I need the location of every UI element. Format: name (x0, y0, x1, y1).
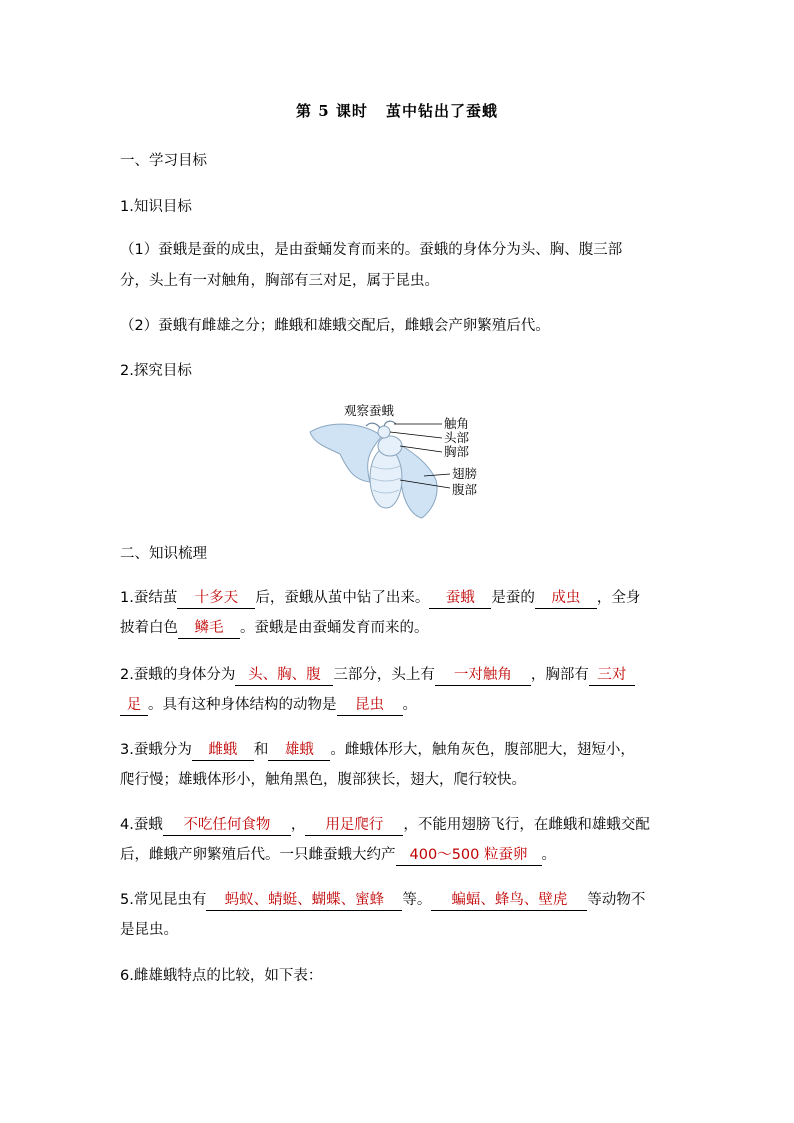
section-heading-review: 二、知识梳理 (120, 546, 207, 562)
label-antenna: 触角 (444, 416, 470, 431)
label-abdomen: 腹部 (452, 482, 478, 497)
answer-blank: 足 (120, 695, 148, 716)
page-title (0, 100, 794, 121)
review-item-3: 3.蚕蛾分为 雌蛾 和 雄蛾 。雌蛾体形大，触角灰色，腹部肥大，翅短小， 爬行慢；雄蛾体形小，触角黑色，腹部狭长，翅大，爬行较快。 (120, 742, 635, 788)
answer-blank: 蚕蛾 (429, 588, 491, 609)
answer-blank: 鳞毛 (178, 618, 240, 639)
answer-blank: 昆虫 (337, 695, 403, 716)
answer-blank: 一对触角 (435, 665, 531, 686)
answer-blank: 头、胸、腹 (235, 665, 333, 686)
answer-blank: 雄蛾 (268, 740, 330, 761)
figure-caption: 观察蚕蛾 (344, 403, 395, 418)
silk-moth-figure (300, 398, 500, 526)
review-item-4: 4.蚕蛾 不吃任何食物 ， 用足爬行 ，不能用翅膀飞行，在雌蛾和雄蛾交配 后，雌蛾产卵繁殖后代。一只雌蚕蛾大约产 400～500 粒蚕卵 。 (120, 810, 680, 870)
section-heading-goals: 一、学习目标 (120, 153, 207, 169)
review-item-2: 2.蚕蛾的身体分为 头、胸、腹 三部分，头上有 一对触角 ，胸部有 三对 足 。具有这种身体结构的动物是 昆虫 。 (120, 660, 680, 720)
label-wing: 翅膀 (452, 466, 478, 481)
lesson-name: 茧中钻出了蚕蛾 (385, 102, 498, 120)
knowledge-item-2: （2）蚕蛾有雌雄之分；雌蛾和雄蛾交配后，雌蛾会产卵繁殖后代。 (120, 318, 550, 334)
answer-blank: 成虫 (535, 588, 597, 609)
answer-blank: 三对 (589, 665, 635, 686)
abdomen-shape (370, 448, 402, 508)
answer-blank: 蚂蚁、蜻蜓、蝴蝶、蜜蜂 (206, 890, 402, 911)
thorax-shape (378, 436, 402, 456)
answer-blank: 不吃任何食物 (163, 815, 291, 836)
answer-blank: 用足爬行 (305, 815, 403, 836)
answer-blank: 蝙蝠、蜂鸟、壁虎 (431, 890, 587, 911)
answer-blank: 400～500 粒蚕卵 (396, 845, 542, 866)
label-thorax: 胸部 (444, 444, 470, 459)
answer-blank: 雌蛾 (192, 740, 254, 761)
review-item-5: 5.常见昆虫有 蚂蚁、蜻蜓、蝴蝶、蜜蜂 等。 蝙蝠、蜂鸟、壁虎 等动物不 是昆虫。 (120, 892, 646, 938)
review-item-6: 6.雌雄蛾特点的比较，如下表： (120, 968, 323, 984)
answer-blank: 十多天 (177, 588, 255, 609)
knowledge-goal-heading: 1.知识目标 (120, 199, 192, 215)
explore-goal-heading: 2.探究目标 (120, 363, 192, 379)
lesson-number: 第 5 课时 (296, 102, 368, 120)
review-item-1: 1.蚕结茧 十多天 后，蚕蛾从茧中钻了出来。 蚕蛾 是蚕的 成虫 ，全身 披着白色 鳞毛 。蚕蛾是由蚕蛹发育而来的。 (120, 583, 680, 643)
knowledge-item-1-line1: （1）蚕蛾是蚕的成虫，是由蚕蛹发育而来的。蚕蛾的身体分为头、胸、腹三部 (120, 242, 623, 258)
knowledge-item-1-line2: 分，头上有一对触角，胸部有三对足，属于昆虫。 (120, 273, 439, 289)
label-head: 头部 (444, 430, 470, 445)
